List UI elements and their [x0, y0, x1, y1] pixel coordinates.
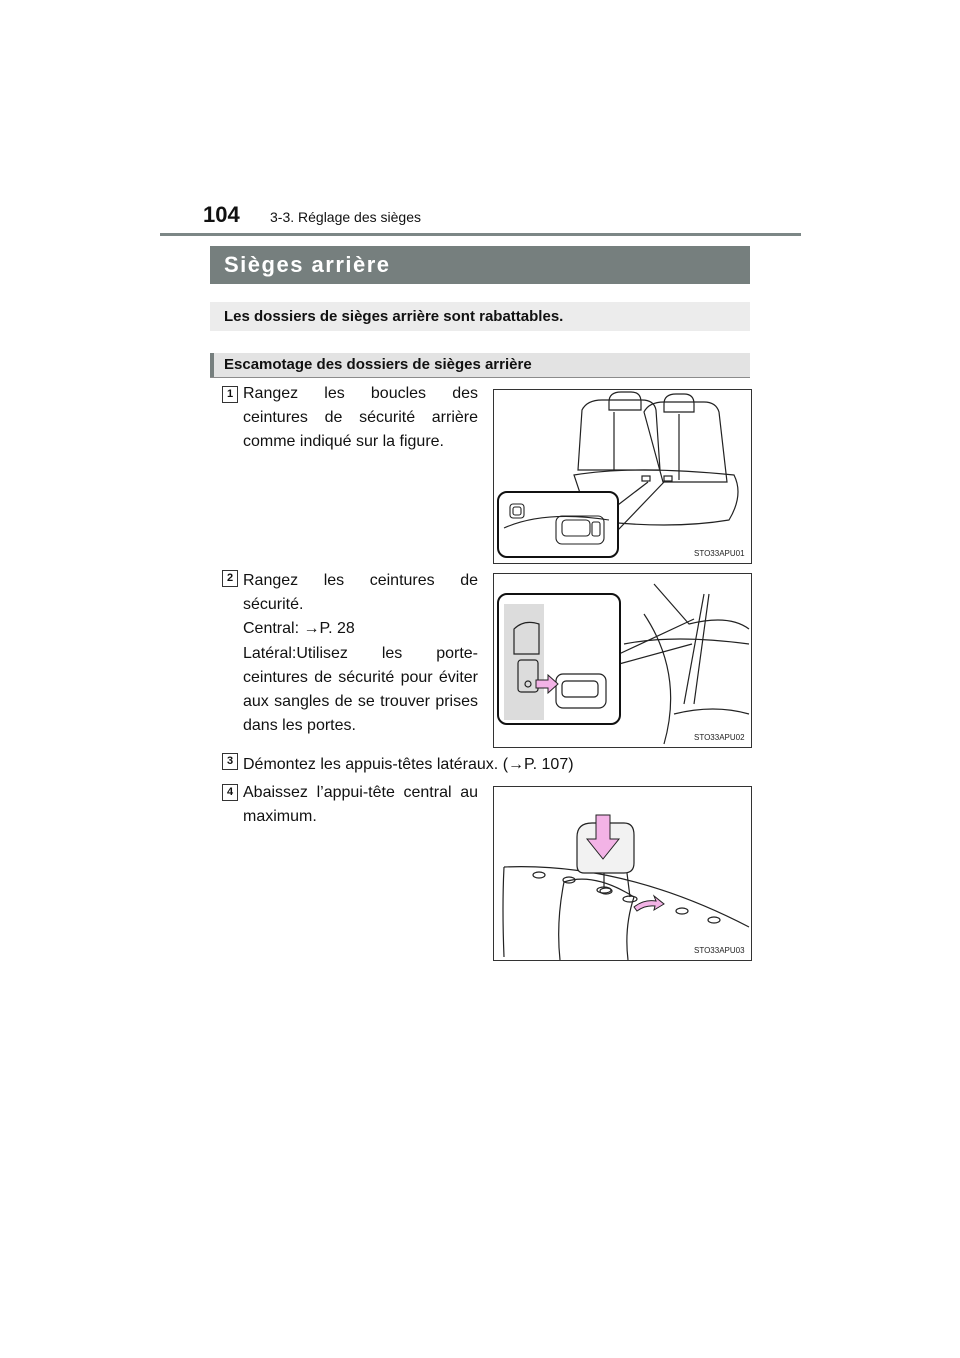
step-4-text: Abaissez l’appui-tête central au maximum. [243, 784, 478, 825]
step-3-text: Démontez les appuis-têtes latéraux. (→P. 107) [243, 756, 574, 773]
figure-center-headrest [493, 786, 752, 961]
page-number: 104 [203, 202, 240, 227]
chapter-title: 3-3. Réglage des sièges [270, 209, 421, 225]
step-number-2: 2 [222, 570, 238, 587]
figure-3-code: STO33APU03 [694, 946, 745, 955]
seatbelt-holder-illustration [494, 574, 751, 747]
subsection-heading [210, 353, 750, 378]
step-2-text: Rangez les ceintures de sécurité. [243, 572, 478, 613]
curved-arrow-icon [634, 896, 664, 911]
step-number-1: 1 [222, 386, 238, 403]
step-number-3: 3 [222, 753, 238, 770]
figure-1-code: STO33APU01 [694, 549, 745, 558]
intro-text: Les dossiers de sièges arrière sont rabattables. [224, 308, 564, 325]
header-rule [160, 233, 801, 236]
figure-rear-seat-buckles [493, 389, 752, 564]
section-title-bar [210, 246, 750, 284]
subsection-accent [210, 353, 214, 377]
figure-2-code: STO33APU02 [694, 733, 745, 742]
section-title: Sièges arrière [224, 252, 391, 277]
intro-box [210, 302, 750, 331]
figure-seatbelt-holder [493, 573, 752, 748]
subsection-title: Escamotage des dossiers de sièges arrière [224, 356, 532, 373]
center-headrest-illustration [494, 787, 751, 960]
step-1-text: Rangez les boucles des ceintures de sécurité arrière comme indiqué sur la figure. [243, 385, 478, 450]
step-number-4: 4 [222, 784, 238, 801]
rear-seat-buckles-illustration [494, 390, 751, 563]
step-2-central: Central: →P. 28 [243, 620, 355, 637]
step-2-lateral: Latéral:Utilisez les porte-ceintures de sécurité pour éviter aux sangles de se trouver prises dans les portes. [243, 645, 478, 734]
